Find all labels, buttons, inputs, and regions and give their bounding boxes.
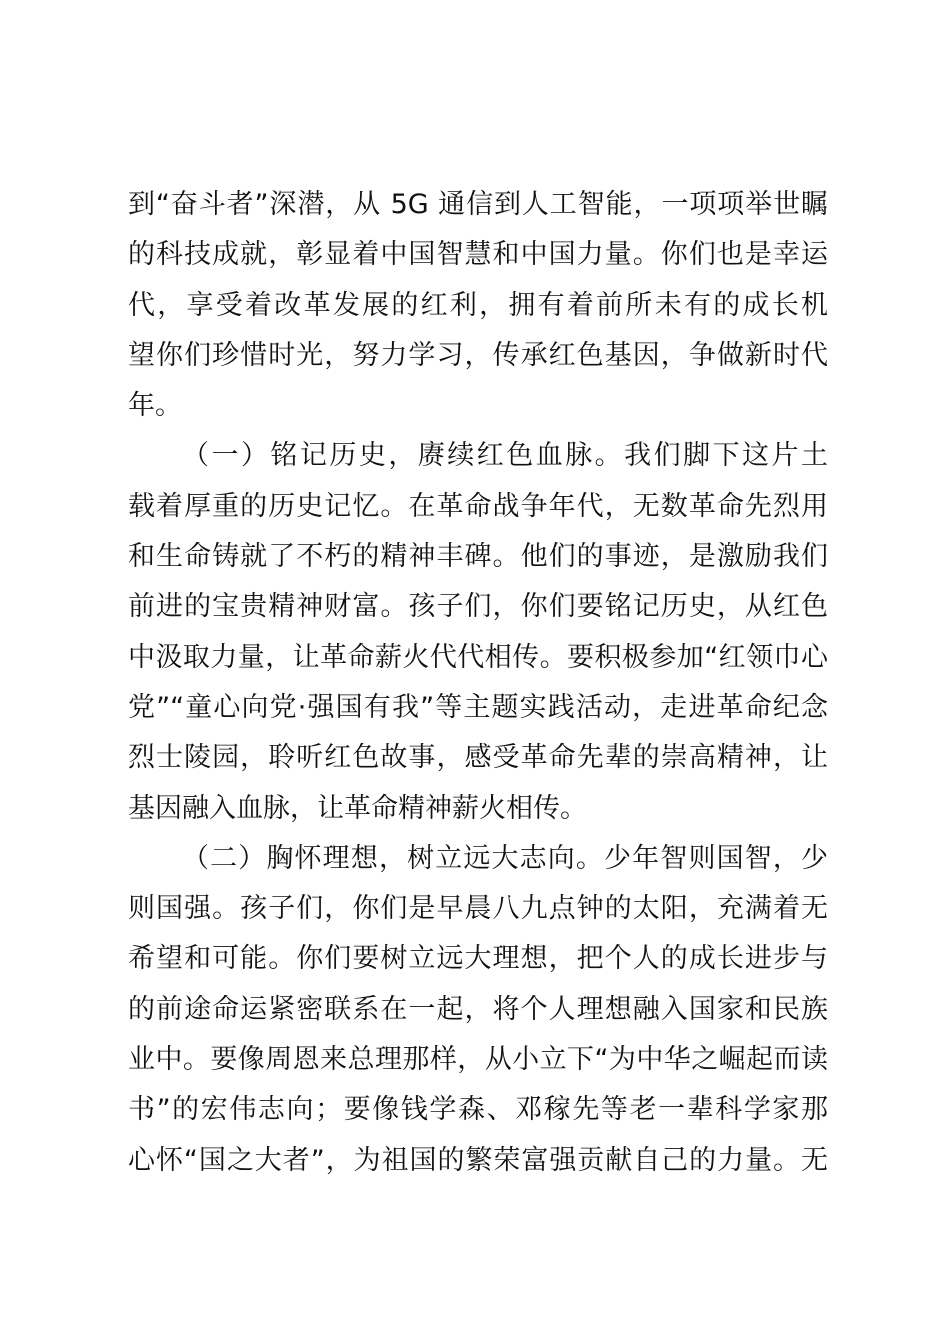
text-line: 心怀“国之大者”，为祖国的繁荣富强贡献自己的力量。无 bbox=[128, 1144, 828, 1176]
text-line: 中汲取力量，让革命薪火代代相传。要积极参加“红领巾心 bbox=[128, 641, 828, 673]
text-line: 的前途命运紧密联系在一起，将个人理想融入国家和民族 bbox=[128, 993, 828, 1025]
paragraph-heading-line: （一）铭记历史，赓续红色血脉。我们脚下这片土 bbox=[182, 440, 828, 472]
text-line: 的科技成就，彰显着中国智慧和中国力量。你们也是幸运 bbox=[128, 239, 828, 271]
paragraph-heading-line: （二）胸怀理想，树立远大志向。少年智则国智，少 bbox=[182, 842, 828, 874]
body-text bbox=[128, 180, 828, 1186]
text-line: 希望和可能。你们要树立远大理想，把个人的成长进步与 bbox=[128, 943, 828, 975]
text-line: 基因融入血脉，让革命精神薪火相传。 bbox=[128, 792, 587, 824]
text-line: 前进的宝贵精神财富。孩子们，你们要铭记历史，从红色 bbox=[128, 591, 828, 623]
text-line: 载着厚重的历史记忆。在革命战争年代，无数革命先烈用 bbox=[128, 490, 828, 522]
text-line: 代，享受着改革发展的红利，拥有着前所未有的成长机 bbox=[128, 289, 828, 321]
text-line: 和生命铸就了不朽的精神丰碑。他们的事迹，是激励我们 bbox=[128, 541, 828, 573]
text-line: 烈士陵园，聆听红色故事，感受革命先辈的崇高精神，让 bbox=[128, 742, 828, 774]
text-line: 望你们珍惜时光，努力学习，传承红色基因，争做新时代 bbox=[128, 339, 828, 371]
text-line: 党”“童心向党·强国有我”等主题实践活动，走进革命纪念 bbox=[128, 691, 828, 723]
text-line: 书”的宏伟志向；要像钱学森、邓稼先等老一辈科学家那 bbox=[128, 1094, 828, 1126]
text-line: 年。 bbox=[128, 390, 182, 422]
text-line: 业中。要像周恩来总理那样，从小立下“为中华之崛起而读 bbox=[128, 1044, 828, 1076]
text-line: 则国强。孩子们，你们是早晨八九点钟的太阳，充满着无 bbox=[128, 893, 828, 925]
text-line: 到“奋斗者”深潜，从 5G 通信到人工智能，一项项举世瞩 bbox=[128, 189, 828, 220]
